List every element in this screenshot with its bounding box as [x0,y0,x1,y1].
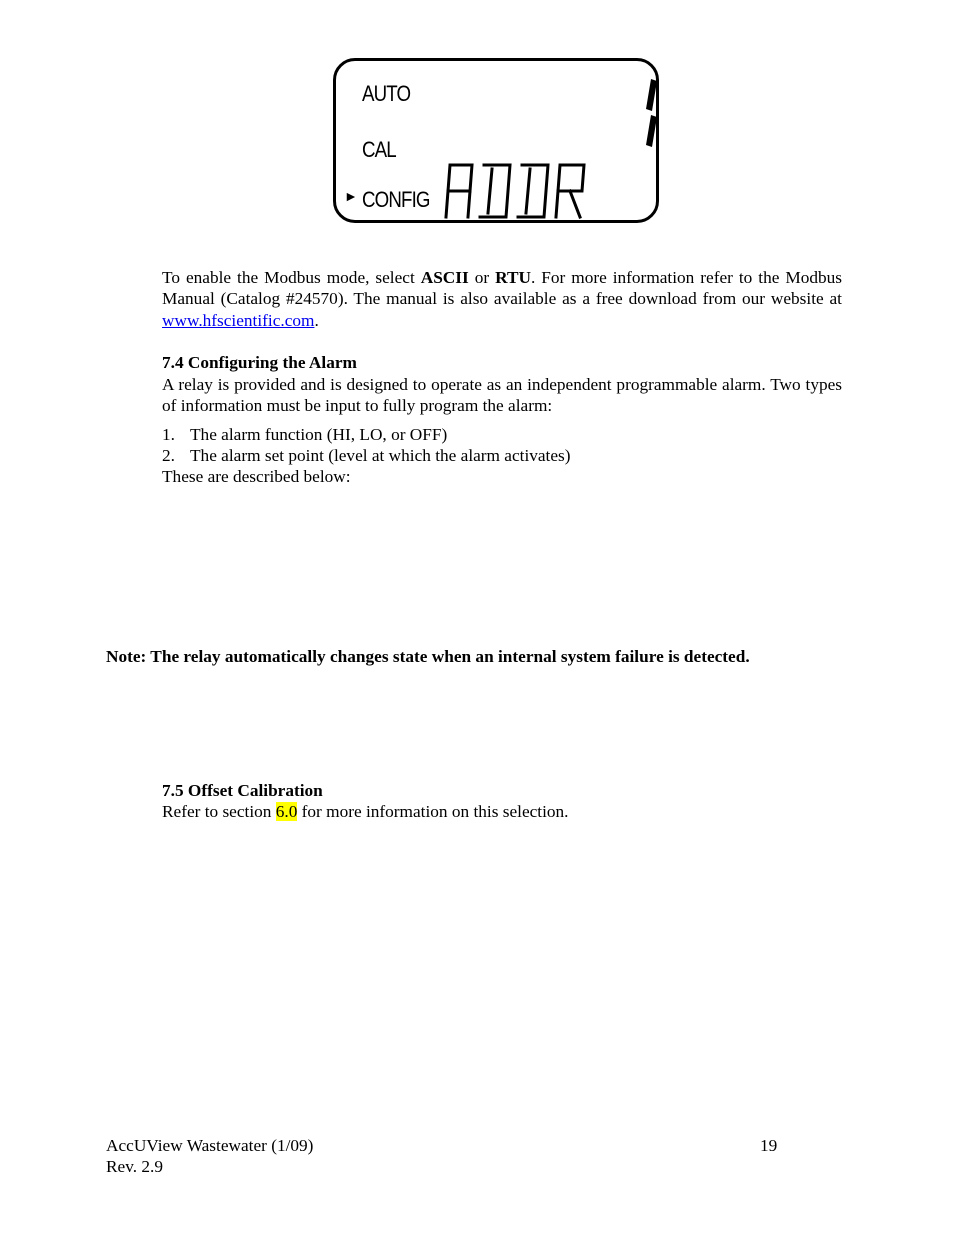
section-7-4-after: These are described below: [162,467,351,486]
section-7-4-heading: 7.4 Configuring the Alarm [162,353,357,372]
footer-revision: Rev. 2.9 [106,1157,163,1176]
section-7-4-body: A relay is provided and is designed to operate as an independent programmable alarm. Two types of information must be input to fully program the alarm: [162,375,842,416]
intro-paragraph [162,267,842,331]
lcd-mode-config: CONFIG [362,187,430,212]
list-item-text: The alarm function (HI, LO, or OFF) [190,425,448,444]
list-item-number: 2. [162,446,175,465]
intro-text-2: or [468,268,496,287]
website-link[interactable]: www.hfscientific.com [162,310,315,330]
ascii-keyword: ASCII [420,268,469,287]
lcd-mode-cal: CAL [362,137,396,162]
lcd-mode-auto: AUTO [362,81,411,106]
intro-text-1: To enable the Modbus mode, select [162,268,421,287]
lcd-pointer-icon: ► [344,188,357,204]
relay-note: Note: The relay automatically changes state when an internal system failure is detected. [106,647,750,666]
lcd-upper-value [637,77,661,149]
list-item [162,425,448,445]
section-7-5-text-2: for more information on this selection. [297,802,569,821]
page-number: 19 [760,1136,778,1155]
lcd-main-text [440,159,588,221]
rtu-keyword: RTU [495,268,531,287]
list-item-text: The alarm set point (level at which the alarm activates) [190,446,571,465]
intro-text-4: . [314,310,319,330]
section-reference[interactable]: 6.0 [275,802,298,821]
section-7-5-body [162,802,569,822]
section-7-5-text-1: Refer to section [162,802,276,821]
list-item [162,446,571,466]
section-7-5-heading: 7.5 Offset Calibration [162,781,323,800]
intro-text-3: . For more information refer to the Modbus Manual (Catalog #24570). The manual is also available as a free download from our website at [162,268,842,309]
lcd-display [333,58,659,223]
list-item-number: 1. [162,425,175,444]
footer-title: AccUView Wastewater (1/09) [106,1136,314,1155]
